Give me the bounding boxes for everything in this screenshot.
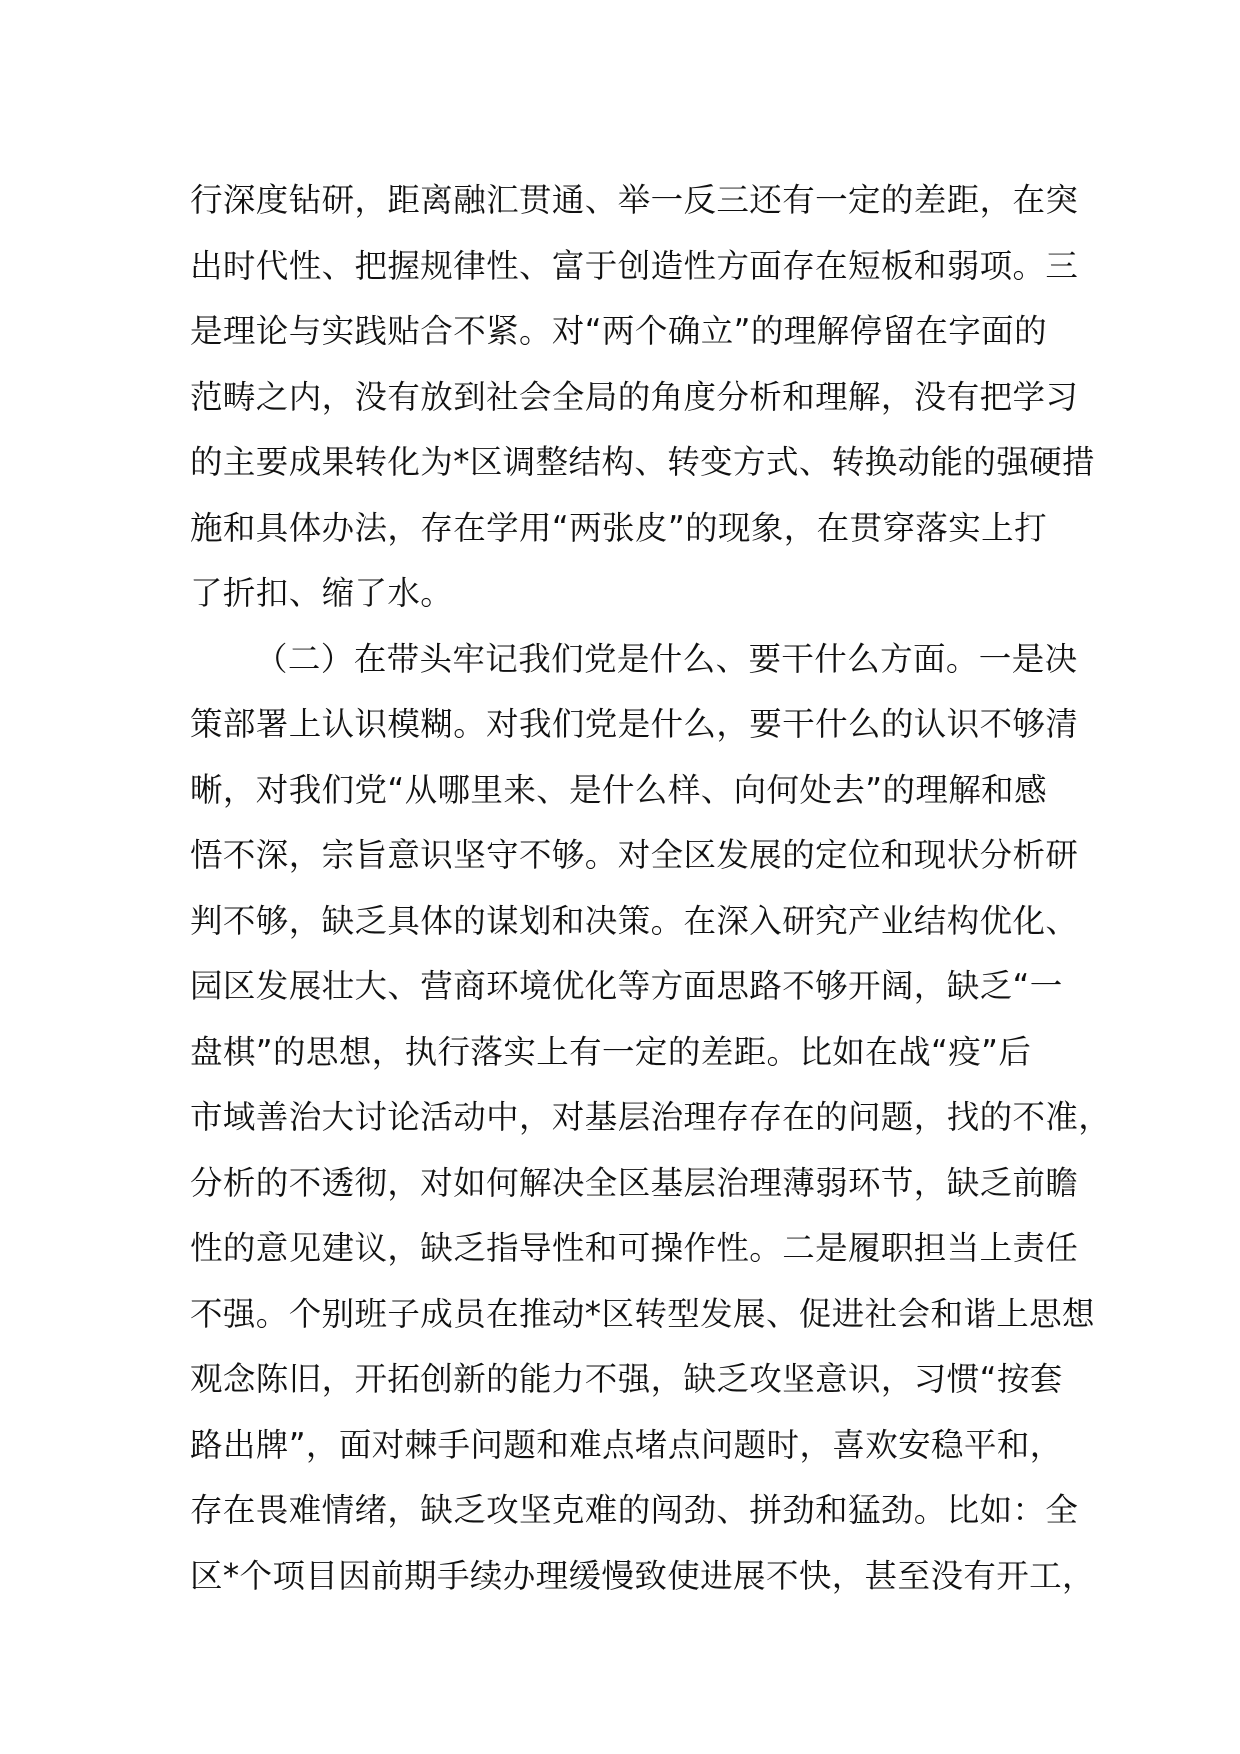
text-line: 路出牌”，面对棘手问题和难点堵点问题时，喜欢安稳平和， — [190, 1425, 1063, 1464]
text-line: 策部署上认识模糊。对我们党是什么，要干什么的认识不够清 — [190, 705, 1079, 743]
text-line: 性的意见建议，缺乏指导性和可操作性。二是履职担当上责任 — [190, 1229, 1079, 1267]
text-line: 了折扣、缩了水。 — [190, 574, 454, 612]
text-line: 盘棋”的思想，执行落实上有一定的差距。比如在战“疫”后 — [190, 1032, 1032, 1071]
text-line: 悟不深，宗旨意识坚守不够。对全区发展的定位和现状分析研 — [190, 836, 1079, 874]
document-body — [190, 168, 1112, 1609]
text-line: 分析的不透彻，对如何解决全区基层治理薄弱环节，缺乏前瞻 — [190, 1163, 1079, 1202]
text-line: 的主要成果转化为*区调整结构、转变方式、转换动能的强硬措 — [190, 443, 1095, 481]
text-line: 不强。个别班子成员在推动*区转型发展、促进社会和谐上思想 — [190, 1294, 1095, 1333]
text-line: 施和具体办法，存在学用“两张皮”的现象，在贯穿落实上打 — [190, 508, 1047, 547]
text-line: 判不够，缺乏具体的谋划和决策。在深入研究产业结构优化、 — [190, 901, 1079, 940]
section-heading-line: （二）在带头牢记我们党是什么、要干什么方面。一是决 — [255, 639, 1078, 678]
text-line: 范畴之内，没有放到社会全局的角度分析和理解，没有把学习 — [190, 377, 1079, 416]
text-line: 出时代性、把握规律性、富于创造性方面存在短板和弱项。三 — [190, 246, 1079, 285]
text-line: 行深度钻研，距离融汇贯通、举一反三还有一定的差距，在突 — [190, 181, 1079, 219]
text-line: 存在畏难情绪，缺乏攻坚克难的闯劲、拼劲和猛劲。比如：全 — [190, 1491, 1079, 1529]
text-line: 园区发展壮大、营商环境优化等方面思路不够开阔，缺乏“一 — [190, 967, 1063, 1005]
text-line: 晰，对我们党“从哪里来、是什么样、向何处去”的理解和感 — [190, 770, 1047, 809]
text-line: 市域善治大讨论活动中，对基层治理存存在的问题，找的不准， — [190, 1098, 1112, 1136]
text-line: 是理论与实践贴合不紧。对“两个确立”的理解停留在字面的 — [190, 312, 1047, 350]
text-line: 观念陈旧，开拓创新的能力不强，缺乏攻坚意识，习惯“按套 — [190, 1360, 1063, 1398]
text-line: 区*个项目因前期手续办理缓慢致使进展不快，甚至没有开工， — [190, 1556, 1095, 1595]
